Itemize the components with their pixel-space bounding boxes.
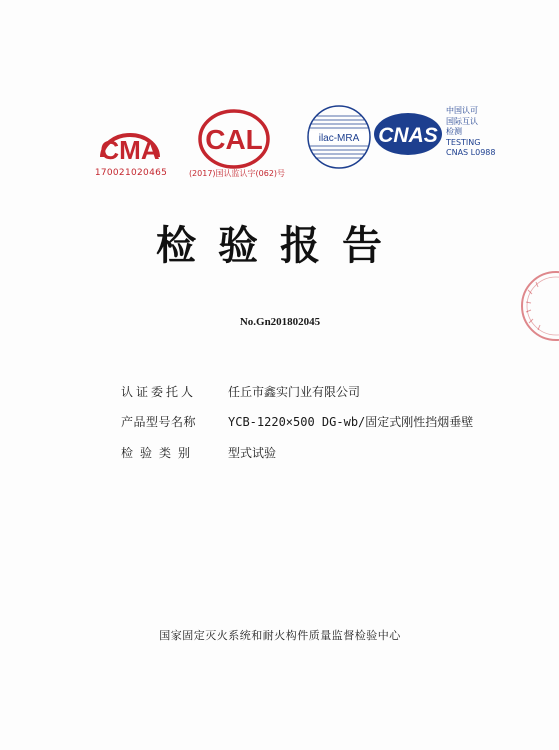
cma-code: 170021020465	[94, 168, 168, 178]
info-value: YCB-1220×500 DG-wb/固定式刚性挡烟垂壁	[228, 415, 474, 429]
cnas-line: CNAS L0988	[446, 148, 496, 157]
cnas-line: 检测	[446, 127, 462, 136]
cal-mark-text: CAL	[205, 124, 263, 155]
info-value: 型式试验	[228, 446, 277, 460]
ilac-mra-logo	[306, 104, 372, 170]
cal-code: (2017)国认监认字(062)号	[188, 169, 286, 178]
cnas-line: 中国认可	[446, 106, 478, 115]
info-label: 检验类别	[121, 446, 198, 460]
ilac-mark-text: ilac-MRA	[318, 133, 360, 144]
cnas-mark-text: CNAS	[378, 124, 438, 147]
issuing-institution: 国家固定灭火系统和耐火构件质量监督检验中心	[159, 629, 401, 642]
cnas-accreditation-text	[446, 106, 526, 159]
cnas-line: TESTING	[446, 137, 481, 147]
cal-logo	[195, 108, 273, 170]
document-title: 检验报告	[156, 223, 404, 269]
official-seal	[498, 268, 559, 344]
info-label: 产品型号名称	[121, 415, 197, 429]
cma-mark-text: CMA	[100, 135, 160, 165]
cnas-logo	[372, 111, 444, 157]
info-label: 认证委托人	[121, 385, 197, 399]
cnas-line: 国际互认	[446, 116, 478, 126]
report-number: No.Gn201802045	[239, 316, 321, 328]
info-value: 任丘市鑫实门业有限公司	[228, 385, 361, 399]
